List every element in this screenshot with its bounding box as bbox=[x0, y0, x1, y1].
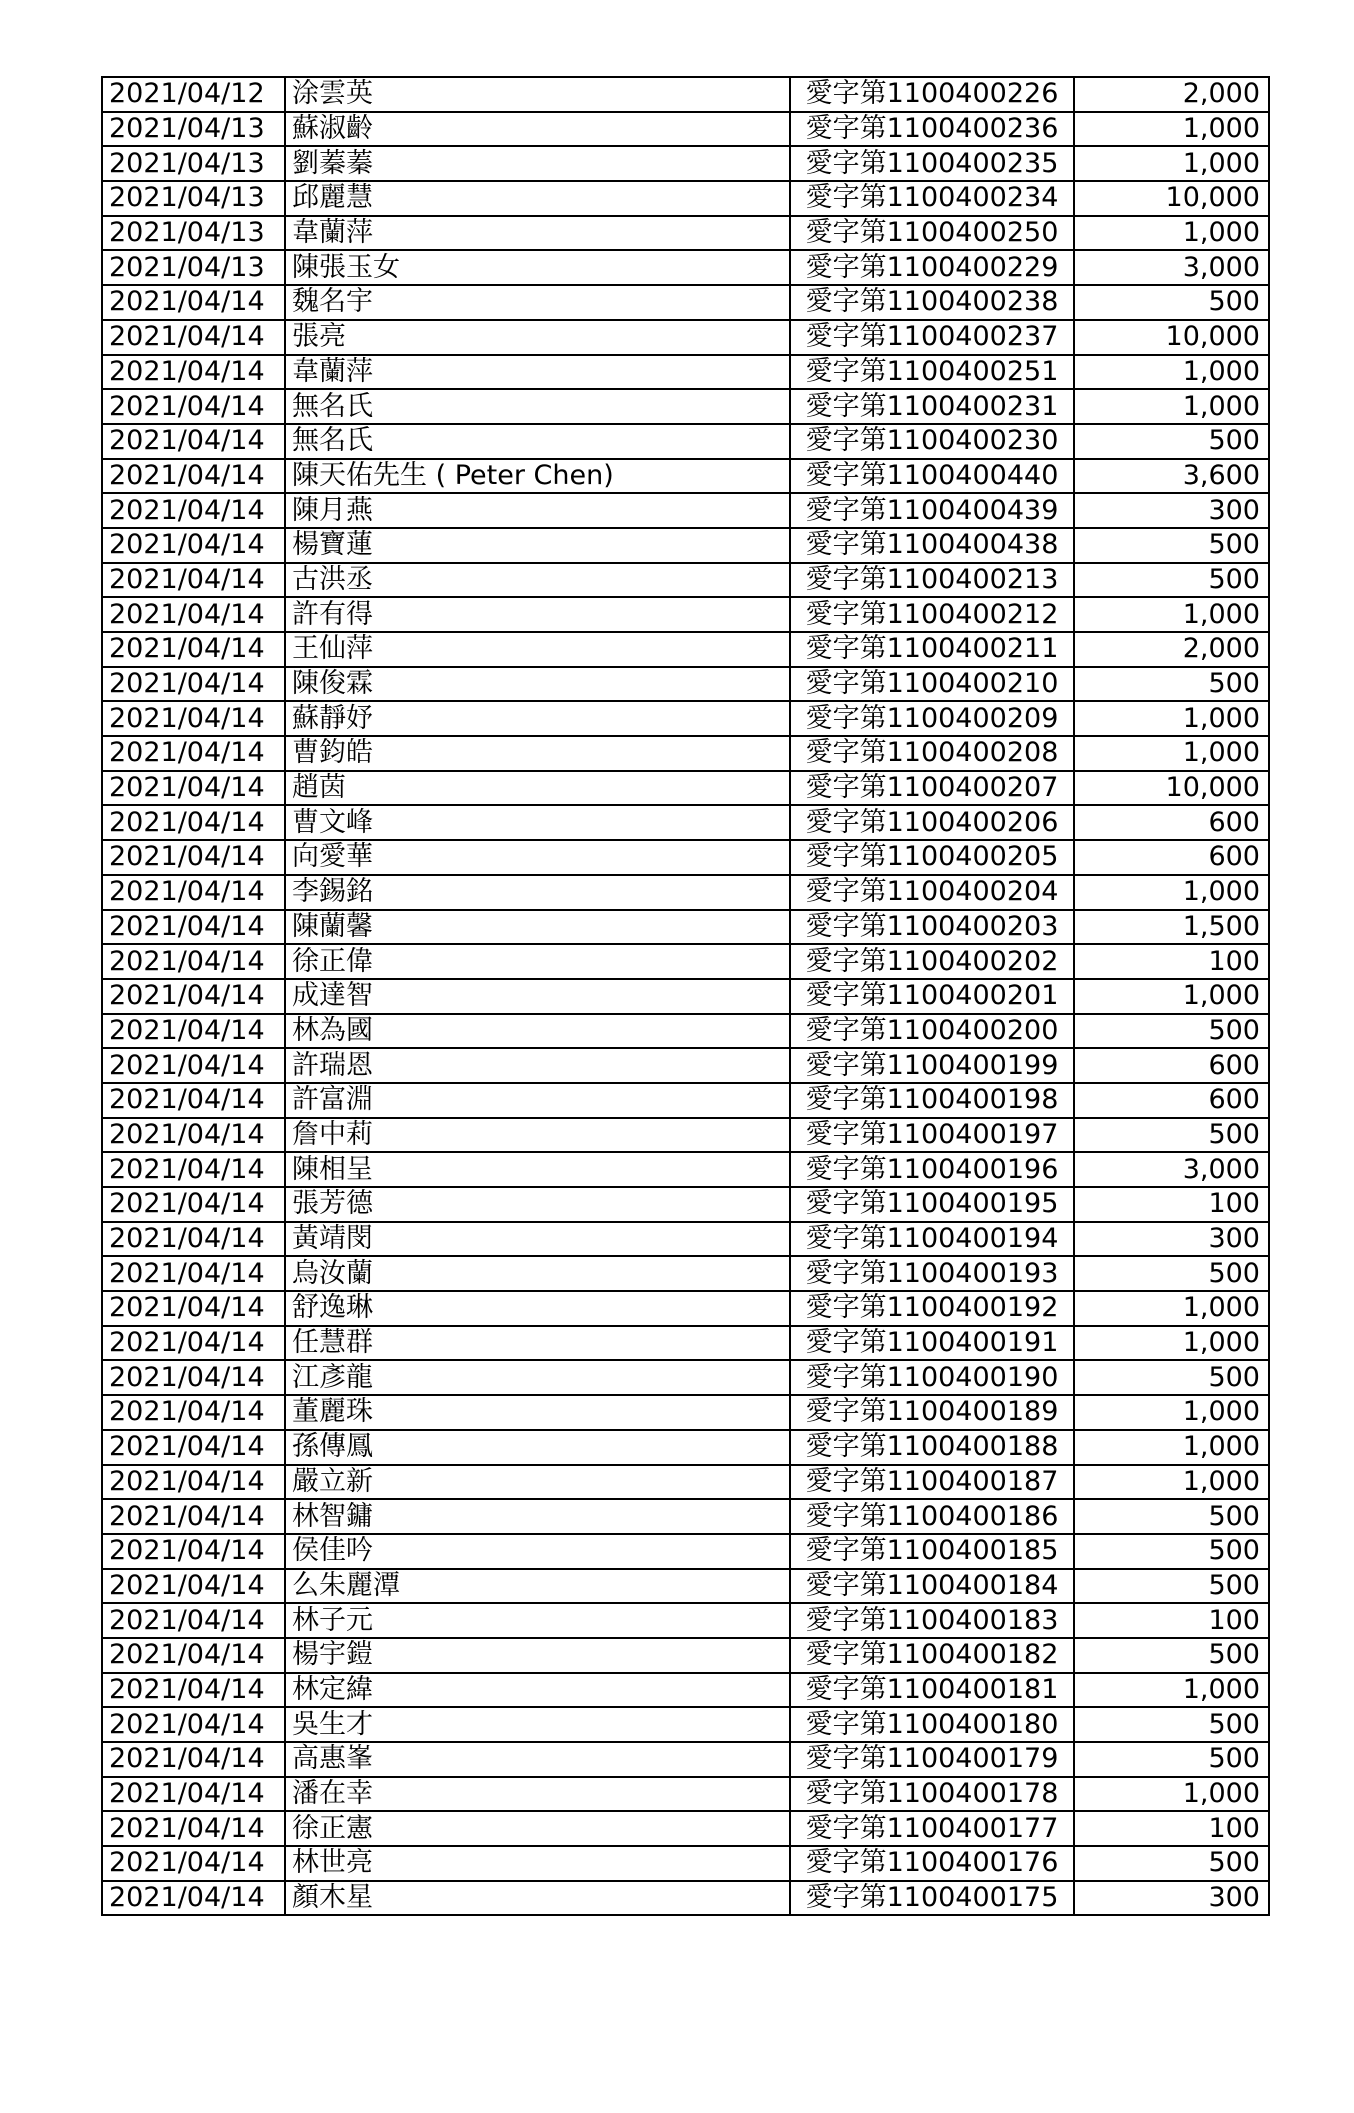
receipt-number-cell: 愛字第1100400438 bbox=[790, 528, 1074, 563]
donation-amount-cell: 300 bbox=[1074, 1222, 1269, 1257]
donation-amount-cell: 500 bbox=[1074, 1638, 1269, 1673]
donation-date-cell: 2021/04/13 bbox=[102, 146, 285, 181]
donation-date-cell: 2021/04/14 bbox=[102, 1326, 285, 1361]
table-row bbox=[102, 528, 1269, 563]
receipt-number-cell: 愛字第1100400176 bbox=[790, 1846, 1074, 1881]
receipt-number-cell: 愛字第1100400182 bbox=[790, 1638, 1074, 1673]
donation-date-cell: 2021/04/13 bbox=[102, 112, 285, 147]
donation-date-cell: 2021/04/14 bbox=[102, 424, 285, 459]
donation-date-cell: 2021/04/14 bbox=[102, 1603, 285, 1638]
donation-amount-cell: 500 bbox=[1074, 1499, 1269, 1534]
receipt-number-cell: 愛字第1100400198 bbox=[790, 1083, 1074, 1118]
donation-date-cell: 2021/04/14 bbox=[102, 459, 285, 494]
donation-date-cell: 2021/04/14 bbox=[102, 597, 285, 632]
donation-amount-cell: 600 bbox=[1074, 1048, 1269, 1083]
donor-name-cell: 曹文峰 bbox=[285, 805, 790, 840]
receipt-number-cell: 愛字第1100400206 bbox=[790, 805, 1074, 840]
donation-amount-cell: 500 bbox=[1074, 1360, 1269, 1395]
receipt-number-cell: 愛字第1100400237 bbox=[790, 320, 1074, 355]
receipt-number-cell: 愛字第1100400207 bbox=[790, 771, 1074, 806]
donor-name-cell: 吳生才 bbox=[285, 1707, 790, 1742]
table-row bbox=[102, 667, 1269, 702]
donation-date-cell: 2021/04/14 bbox=[102, 910, 285, 945]
table-row bbox=[102, 1360, 1269, 1395]
donor-name-cell: 潘在幸 bbox=[285, 1777, 790, 1812]
donor-name-cell: 林智鏞 bbox=[285, 1499, 790, 1534]
donation-amount-cell: 3,600 bbox=[1074, 459, 1269, 494]
donation-date-cell: 2021/04/14 bbox=[102, 1395, 285, 1430]
receipt-number-cell: 愛字第1100400196 bbox=[790, 1152, 1074, 1187]
donor-name-cell: 陳俊霖 bbox=[285, 667, 790, 702]
donor-name-cell: 張亮 bbox=[285, 320, 790, 355]
donation-date-cell: 2021/04/14 bbox=[102, 355, 285, 390]
donor-name-cell: 徐正憲 bbox=[285, 1811, 790, 1846]
table-row bbox=[102, 1638, 1269, 1673]
table-row bbox=[102, 459, 1269, 494]
donation-date-cell: 2021/04/13 bbox=[102, 250, 285, 285]
donation-amount-cell: 1,000 bbox=[1074, 736, 1269, 771]
donor-name-cell: 曹鈞皓 bbox=[285, 736, 790, 771]
donation-date-cell: 2021/04/14 bbox=[102, 1881, 285, 1916]
donation-amount-cell: 300 bbox=[1074, 493, 1269, 528]
table-row bbox=[102, 1603, 1269, 1638]
receipt-number-cell: 愛字第1100400193 bbox=[790, 1256, 1074, 1291]
table-row bbox=[102, 1742, 1269, 1777]
donation-amount-cell: 500 bbox=[1074, 563, 1269, 598]
receipt-number-cell: 愛字第1100400188 bbox=[790, 1430, 1074, 1465]
donation-amount-cell: 1,000 bbox=[1074, 875, 1269, 910]
donation-date-cell: 2021/04/14 bbox=[102, 1014, 285, 1049]
donation-amount-cell: 500 bbox=[1074, 1742, 1269, 1777]
donation-amount-cell: 100 bbox=[1074, 1811, 1269, 1846]
donor-name-cell: 任慧群 bbox=[285, 1326, 790, 1361]
table-row bbox=[102, 944, 1269, 979]
receipt-number-cell: 愛字第1100400175 bbox=[790, 1881, 1074, 1916]
table-row bbox=[102, 805, 1269, 840]
donor-name-cell: 舒逸琳 bbox=[285, 1291, 790, 1326]
donor-name-cell: 林子元 bbox=[285, 1603, 790, 1638]
table-row bbox=[102, 1430, 1269, 1465]
donation-amount-cell: 3,000 bbox=[1074, 1152, 1269, 1187]
donor-name-cell: 林為國 bbox=[285, 1014, 790, 1049]
receipt-number-cell: 愛字第1100400211 bbox=[790, 632, 1074, 667]
donation-date-cell: 2021/04/14 bbox=[102, 944, 285, 979]
donor-name-cell: 侯佳吟 bbox=[285, 1534, 790, 1569]
receipt-number-cell: 愛字第1100400204 bbox=[790, 875, 1074, 910]
donation-amount-cell: 100 bbox=[1074, 1603, 1269, 1638]
donation-amount-cell: 100 bbox=[1074, 944, 1269, 979]
donation-amount-cell: 2,000 bbox=[1074, 632, 1269, 667]
receipt-number-cell: 愛字第1100400186 bbox=[790, 1499, 1074, 1534]
donation-date-cell: 2021/04/14 bbox=[102, 1430, 285, 1465]
donation-amount-cell: 1,000 bbox=[1074, 597, 1269, 632]
receipt-number-cell: 愛字第1100400210 bbox=[790, 667, 1074, 702]
donation-date-cell: 2021/04/14 bbox=[102, 1569, 285, 1604]
donor-name-cell: 楊寶蓮 bbox=[285, 528, 790, 563]
donation-date-cell: 2021/04/14 bbox=[102, 1083, 285, 1118]
table-row bbox=[102, 632, 1269, 667]
donation-date-cell: 2021/04/14 bbox=[102, 1811, 285, 1846]
receipt-number-cell: 愛字第1100400213 bbox=[790, 563, 1074, 598]
donation-date-cell: 2021/04/14 bbox=[102, 771, 285, 806]
donation-amount-cell: 500 bbox=[1074, 285, 1269, 320]
table-row bbox=[102, 1152, 1269, 1187]
donation-date-cell: 2021/04/14 bbox=[102, 389, 285, 424]
table-row bbox=[102, 1534, 1269, 1569]
donation-amount-cell: 1,000 bbox=[1074, 355, 1269, 390]
receipt-number-cell: 愛字第1100400178 bbox=[790, 1777, 1074, 1812]
receipt-number-cell: 愛字第1100400177 bbox=[790, 1811, 1074, 1846]
table-row bbox=[102, 320, 1269, 355]
donation-amount-cell: 1,000 bbox=[1074, 146, 1269, 181]
receipt-number-cell: 愛字第1100400440 bbox=[790, 459, 1074, 494]
receipt-number-cell: 愛字第1100400250 bbox=[790, 216, 1074, 251]
table-row bbox=[102, 736, 1269, 771]
table-row bbox=[102, 285, 1269, 320]
donor-name-cell: 古洪丞 bbox=[285, 563, 790, 598]
table-row bbox=[102, 1256, 1269, 1291]
table-row bbox=[102, 146, 1269, 181]
donation-amount-cell: 1,000 bbox=[1074, 1326, 1269, 1361]
donation-amount-cell: 10,000 bbox=[1074, 320, 1269, 355]
donor-name-cell: 顏木星 bbox=[285, 1881, 790, 1916]
donation-date-cell: 2021/04/14 bbox=[102, 1846, 285, 1881]
donation-amount-cell: 500 bbox=[1074, 1014, 1269, 1049]
table-row bbox=[102, 77, 1269, 112]
receipt-number-cell: 愛字第1100400181 bbox=[790, 1673, 1074, 1708]
table-row bbox=[102, 1811, 1269, 1846]
donor-name-cell: 詹中莉 bbox=[285, 1118, 790, 1153]
donor-name-cell: 許富淵 bbox=[285, 1083, 790, 1118]
table-row bbox=[102, 424, 1269, 459]
receipt-number-cell: 愛字第1100400205 bbox=[790, 840, 1074, 875]
donation-date-cell: 2021/04/13 bbox=[102, 216, 285, 251]
donation-amount-cell: 500 bbox=[1074, 1256, 1269, 1291]
donor-name-cell: 蘇靜妤 bbox=[285, 701, 790, 736]
receipt-number-cell: 愛字第1100400201 bbox=[790, 979, 1074, 1014]
receipt-number-cell: 愛字第1100400192 bbox=[790, 1291, 1074, 1326]
donation-date-cell: 2021/04/14 bbox=[102, 701, 285, 736]
receipt-number-cell: 愛字第1100400187 bbox=[790, 1465, 1074, 1500]
table-row bbox=[102, 1673, 1269, 1708]
donation-date-cell: 2021/04/14 bbox=[102, 1256, 285, 1291]
receipt-number-cell: 愛字第1100400209 bbox=[790, 701, 1074, 736]
donation-amount-cell: 1,000 bbox=[1074, 1430, 1269, 1465]
donation-date-cell: 2021/04/14 bbox=[102, 736, 285, 771]
donation-amount-cell: 100 bbox=[1074, 1187, 1269, 1222]
donor-name-cell: 烏汝蘭 bbox=[285, 1256, 790, 1291]
table-row bbox=[102, 979, 1269, 1014]
donation-date-cell: 2021/04/14 bbox=[102, 528, 285, 563]
donation-date-cell: 2021/04/14 bbox=[102, 320, 285, 355]
donation-date-cell: 2021/04/14 bbox=[102, 1360, 285, 1395]
donation-date-cell: 2021/04/14 bbox=[102, 563, 285, 598]
donation-date-cell: 2021/04/14 bbox=[102, 1777, 285, 1812]
donation-table-body bbox=[102, 77, 1269, 1915]
donor-name-cell: 陳天佑先生 ( Peter Chen) bbox=[285, 459, 790, 494]
table-row bbox=[102, 1395, 1269, 1430]
receipt-number-cell: 愛字第1100400202 bbox=[790, 944, 1074, 979]
table-row bbox=[102, 1187, 1269, 1222]
donation-amount-cell: 500 bbox=[1074, 424, 1269, 459]
table-row bbox=[102, 563, 1269, 598]
donation-amount-cell: 10,000 bbox=[1074, 181, 1269, 216]
table-row bbox=[102, 216, 1269, 251]
donor-name-cell: 許瑞恩 bbox=[285, 1048, 790, 1083]
table-row bbox=[102, 1707, 1269, 1742]
donor-name-cell: 徐正偉 bbox=[285, 944, 790, 979]
table-row bbox=[102, 493, 1269, 528]
donation-amount-cell: 1,000 bbox=[1074, 979, 1269, 1014]
donor-name-cell: 王仙萍 bbox=[285, 632, 790, 667]
receipt-number-cell: 愛字第1100400212 bbox=[790, 597, 1074, 632]
donor-name-cell: 陳蘭馨 bbox=[285, 910, 790, 945]
donation-date-cell: 2021/04/14 bbox=[102, 1118, 285, 1153]
donation-date-cell: 2021/04/14 bbox=[102, 1222, 285, 1257]
donor-name-cell: 林世亮 bbox=[285, 1846, 790, 1881]
donation-amount-cell: 1,000 bbox=[1074, 1673, 1269, 1708]
donation-date-cell: 2021/04/14 bbox=[102, 1707, 285, 1742]
receipt-number-cell: 愛字第1100400208 bbox=[790, 736, 1074, 771]
donor-name-cell: 李錫銘 bbox=[285, 875, 790, 910]
donation-date-cell: 2021/04/14 bbox=[102, 1534, 285, 1569]
donation-date-cell: 2021/04/14 bbox=[102, 979, 285, 1014]
donation-amount-cell: 600 bbox=[1074, 840, 1269, 875]
donation-date-cell: 2021/04/14 bbox=[102, 1742, 285, 1777]
donor-name-cell: 韋蘭萍 bbox=[285, 216, 790, 251]
receipt-number-cell: 愛字第1100400203 bbox=[790, 910, 1074, 945]
donation-date-cell: 2021/04/14 bbox=[102, 1673, 285, 1708]
donation-amount-cell: 3,000 bbox=[1074, 250, 1269, 285]
donor-name-cell: 陳相呈 bbox=[285, 1152, 790, 1187]
donor-name-cell: 邱麗慧 bbox=[285, 181, 790, 216]
donor-name-cell: 陳月燕 bbox=[285, 493, 790, 528]
table-row bbox=[102, 1881, 1269, 1916]
donation-amount-cell: 300 bbox=[1074, 1881, 1269, 1916]
donor-name-cell: 韋蘭萍 bbox=[285, 355, 790, 390]
table-row bbox=[102, 1291, 1269, 1326]
donation-amount-cell: 10,000 bbox=[1074, 771, 1269, 806]
donation-date-cell: 2021/04/14 bbox=[102, 805, 285, 840]
table-row bbox=[102, 181, 1269, 216]
donation-amount-cell: 1,000 bbox=[1074, 1395, 1269, 1430]
donation-date-cell: 2021/04/14 bbox=[102, 1152, 285, 1187]
receipt-number-cell: 愛字第1100400234 bbox=[790, 181, 1074, 216]
receipt-number-cell: 愛字第1100400226 bbox=[790, 77, 1074, 112]
donation-table bbox=[101, 76, 1270, 1916]
table-row bbox=[102, 1846, 1269, 1881]
donor-name-cell: 魏名宇 bbox=[285, 285, 790, 320]
table-row bbox=[102, 1777, 1269, 1812]
donor-name-cell: 劉蓁蓁 bbox=[285, 146, 790, 181]
donation-amount-cell: 1,000 bbox=[1074, 701, 1269, 736]
donation-amount-cell: 1,000 bbox=[1074, 1291, 1269, 1326]
donor-name-cell: 無名氏 bbox=[285, 389, 790, 424]
donation-date-cell: 2021/04/14 bbox=[102, 1187, 285, 1222]
receipt-number-cell: 愛字第1100400180 bbox=[790, 1707, 1074, 1742]
table-row bbox=[102, 355, 1269, 390]
table-row bbox=[102, 701, 1269, 736]
receipt-number-cell: 愛字第1100400197 bbox=[790, 1118, 1074, 1153]
donor-name-cell: 江彥龍 bbox=[285, 1360, 790, 1395]
donation-amount-cell: 1,000 bbox=[1074, 112, 1269, 147]
donor-name-cell: 嚴立新 bbox=[285, 1465, 790, 1500]
table-row bbox=[102, 250, 1269, 285]
table-row bbox=[102, 1465, 1269, 1500]
donor-name-cell: 高惠峯 bbox=[285, 1742, 790, 1777]
receipt-number-cell: 愛字第1100400229 bbox=[790, 250, 1074, 285]
donation-amount-cell: 1,000 bbox=[1074, 389, 1269, 424]
donation-amount-cell: 600 bbox=[1074, 805, 1269, 840]
table-row bbox=[102, 1326, 1269, 1361]
table-row bbox=[102, 910, 1269, 945]
table-row bbox=[102, 840, 1269, 875]
donation-amount-cell: 2,000 bbox=[1074, 77, 1269, 112]
donor-name-cell: 陳張玉女 bbox=[285, 250, 790, 285]
receipt-number-cell: 愛字第1100400439 bbox=[790, 493, 1074, 528]
receipt-number-cell: 愛字第1100400199 bbox=[790, 1048, 1074, 1083]
receipt-number-cell: 愛字第1100400231 bbox=[790, 389, 1074, 424]
donor-name-cell: 孫傳鳳 bbox=[285, 1430, 790, 1465]
donation-amount-cell: 1,500 bbox=[1074, 910, 1269, 945]
donation-amount-cell: 600 bbox=[1074, 1083, 1269, 1118]
donation-amount-cell: 500 bbox=[1074, 528, 1269, 563]
donation-date-cell: 2021/04/14 bbox=[102, 1499, 285, 1534]
donation-amount-cell: 500 bbox=[1074, 1569, 1269, 1604]
donation-date-cell: 2021/04/14 bbox=[102, 285, 285, 320]
donation-amount-cell: 500 bbox=[1074, 1118, 1269, 1153]
receipt-number-cell: 愛字第1100400195 bbox=[790, 1187, 1074, 1222]
donor-name-cell: 成達智 bbox=[285, 979, 790, 1014]
donor-name-cell: 張芳德 bbox=[285, 1187, 790, 1222]
donor-name-cell: 涂雲英 bbox=[285, 77, 790, 112]
donor-name-cell: 蘇淑齡 bbox=[285, 112, 790, 147]
donor-name-cell: 黃靖閔 bbox=[285, 1222, 790, 1257]
donor-name-cell: 么朱麗潭 bbox=[285, 1569, 790, 1604]
donor-name-cell: 許有得 bbox=[285, 597, 790, 632]
receipt-number-cell: 愛字第1100400185 bbox=[790, 1534, 1074, 1569]
table-row bbox=[102, 597, 1269, 632]
donor-name-cell: 董麗珠 bbox=[285, 1395, 790, 1430]
receipt-number-cell: 愛字第1100400179 bbox=[790, 1742, 1074, 1777]
table-row bbox=[102, 1499, 1269, 1534]
donor-name-cell: 林定緯 bbox=[285, 1673, 790, 1708]
donation-date-cell: 2021/04/14 bbox=[102, 1291, 285, 1326]
table-row bbox=[102, 875, 1269, 910]
receipt-number-cell: 愛字第1100400230 bbox=[790, 424, 1074, 459]
table-row bbox=[102, 389, 1269, 424]
donation-date-cell: 2021/04/14 bbox=[102, 840, 285, 875]
donation-amount-cell: 500 bbox=[1074, 1846, 1269, 1881]
receipt-number-cell: 愛字第1100400251 bbox=[790, 355, 1074, 390]
donation-date-cell: 2021/04/14 bbox=[102, 493, 285, 528]
receipt-number-cell: 愛字第1100400238 bbox=[790, 285, 1074, 320]
donation-date-cell: 2021/04/14 bbox=[102, 1048, 285, 1083]
donation-amount-cell: 500 bbox=[1074, 667, 1269, 702]
receipt-number-cell: 愛字第1100400184 bbox=[790, 1569, 1074, 1604]
donation-date-cell: 2021/04/14 bbox=[102, 667, 285, 702]
receipt-number-cell: 愛字第1100400194 bbox=[790, 1222, 1074, 1257]
donation-date-cell: 2021/04/14 bbox=[102, 1465, 285, 1500]
donation-amount-cell: 500 bbox=[1074, 1534, 1269, 1569]
table-row bbox=[102, 1014, 1269, 1049]
donation-amount-cell: 1,000 bbox=[1074, 1465, 1269, 1500]
receipt-number-cell: 愛字第1100400183 bbox=[790, 1603, 1074, 1638]
table-row bbox=[102, 1048, 1269, 1083]
receipt-number-cell: 愛字第1100400200 bbox=[790, 1014, 1074, 1049]
receipt-number-cell: 愛字第1100400190 bbox=[790, 1360, 1074, 1395]
table-row bbox=[102, 1222, 1269, 1257]
receipt-number-cell: 愛字第1100400191 bbox=[790, 1326, 1074, 1361]
donation-amount-cell: 500 bbox=[1074, 1707, 1269, 1742]
donor-name-cell: 楊宇鎧 bbox=[285, 1638, 790, 1673]
table-row bbox=[102, 1083, 1269, 1118]
donor-name-cell: 趙茵 bbox=[285, 771, 790, 806]
donation-amount-cell: 1,000 bbox=[1074, 216, 1269, 251]
donation-date-cell: 2021/04/14 bbox=[102, 632, 285, 667]
receipt-number-cell: 愛字第1100400189 bbox=[790, 1395, 1074, 1430]
donor-name-cell: 無名氏 bbox=[285, 424, 790, 459]
donation-date-cell: 2021/04/14 bbox=[102, 1638, 285, 1673]
donation-date-cell: 2021/04/13 bbox=[102, 181, 285, 216]
donation-date-cell: 2021/04/12 bbox=[102, 77, 285, 112]
table-row bbox=[102, 112, 1269, 147]
donation-amount-cell: 1,000 bbox=[1074, 1777, 1269, 1812]
donor-name-cell: 向愛華 bbox=[285, 840, 790, 875]
donation-date-cell: 2021/04/14 bbox=[102, 875, 285, 910]
table-row bbox=[102, 1118, 1269, 1153]
table-row bbox=[102, 771, 1269, 806]
receipt-number-cell: 愛字第1100400235 bbox=[790, 146, 1074, 181]
table-row bbox=[102, 1569, 1269, 1604]
receipt-number-cell: 愛字第1100400236 bbox=[790, 112, 1074, 147]
